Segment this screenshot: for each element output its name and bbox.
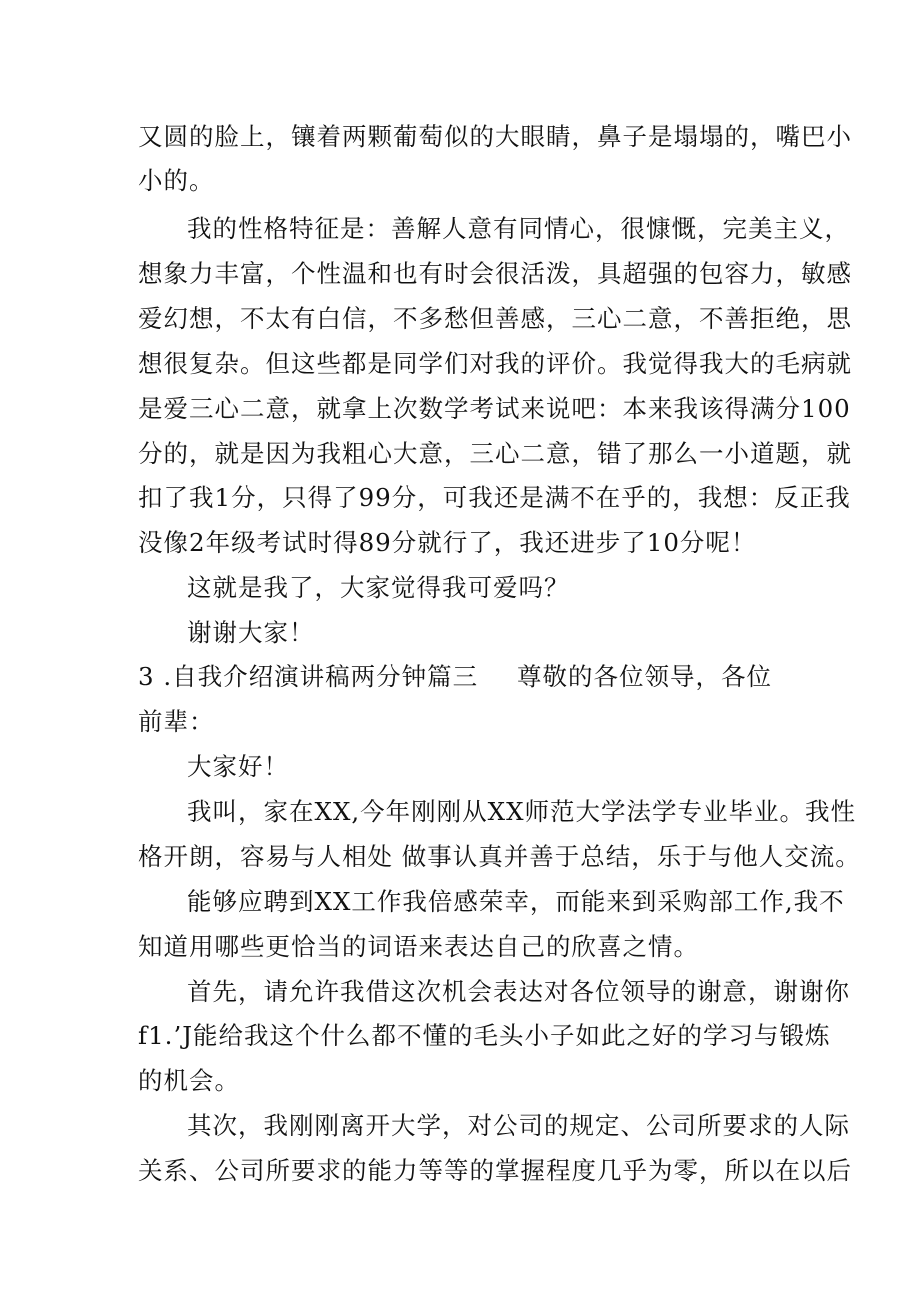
greeting-line: 尊敬的各位领导，各位 [517, 662, 772, 691]
text-line: 又圆的脸上，镶着两颗葡萄似的大眼睛，鼻子是塌塌的，嘴巴小 [138, 122, 852, 151]
paragraph-start: 谢谢大家！ [187, 618, 315, 647]
text-line: 分的，就是因为我粗心大意，三心二意，错了那么一小道题，就 [138, 439, 852, 468]
text-line: 前辈： [138, 707, 215, 736]
paragraph-start: 这就是我了，大家觉得我可爱吗？ [187, 573, 570, 602]
text-line: 没像2年级考试时得89分就行了，我还进步了10分呢！ [138, 528, 757, 557]
text-line: 知道用哪些更恰当的词语来表达自己的欣喜之情。 [138, 932, 699, 961]
text-line: 关系、公司所要求的能力等等的掌握程度几乎为零，所以在以后 [138, 1156, 852, 1185]
text-line: 小的。 [138, 166, 215, 195]
text-line: 爱幻想，不太有白信，不多愁但善感，三心二意，不善拒绝，思 [138, 304, 852, 333]
text-line: f1.’J能给我这个什么都不懂的毛头小子如此之好的学习与锻炼 [138, 1021, 831, 1050]
paragraph-start: 其次，我刚刚离开大学，对公司的规定、公司所要求的人际 [187, 1111, 850, 1140]
section-heading: 3 .自我介绍演讲稿两分钟篇三 [138, 662, 479, 691]
paragraph-start: 能够应聘到XX工作我倍感荣幸，而能来到采购部工作,我不 [187, 887, 845, 916]
text-line: 是爱三心二意，就拿上次数学考试来说吧：本来我该得满分100 [138, 394, 851, 423]
text-line: 想象力丰富，个性温和也有时会很活泼，具超强的包容力，敏感 [138, 259, 852, 288]
text-line: 格开朗，容易与人相处 做事认真并善于总结，乐于与他人交流。 [138, 842, 861, 871]
text-line: 想很复杂。但这些都是同学们对我的评价。我觉得我大的毛病就 [138, 349, 852, 378]
paragraph-start: 我叫，家在XX,今年刚刚从XX师范大学法学专业毕业。我性 [187, 797, 857, 826]
text-line: 的机会。 [138, 1066, 240, 1095]
paragraph-start: 我的性格特征是：善解人意有同情心，很慷慨，完美主义， [187, 214, 850, 243]
paragraph-start: 首先，请允许我借这次机会表达对各位领导的谢意，谢谢你 [187, 977, 850, 1006]
paragraph-start: 大家好！ [187, 752, 289, 781]
text-line: 扣了我1分，只得了99分，可我还是满不在乎的，我想：反正我 [138, 483, 851, 512]
